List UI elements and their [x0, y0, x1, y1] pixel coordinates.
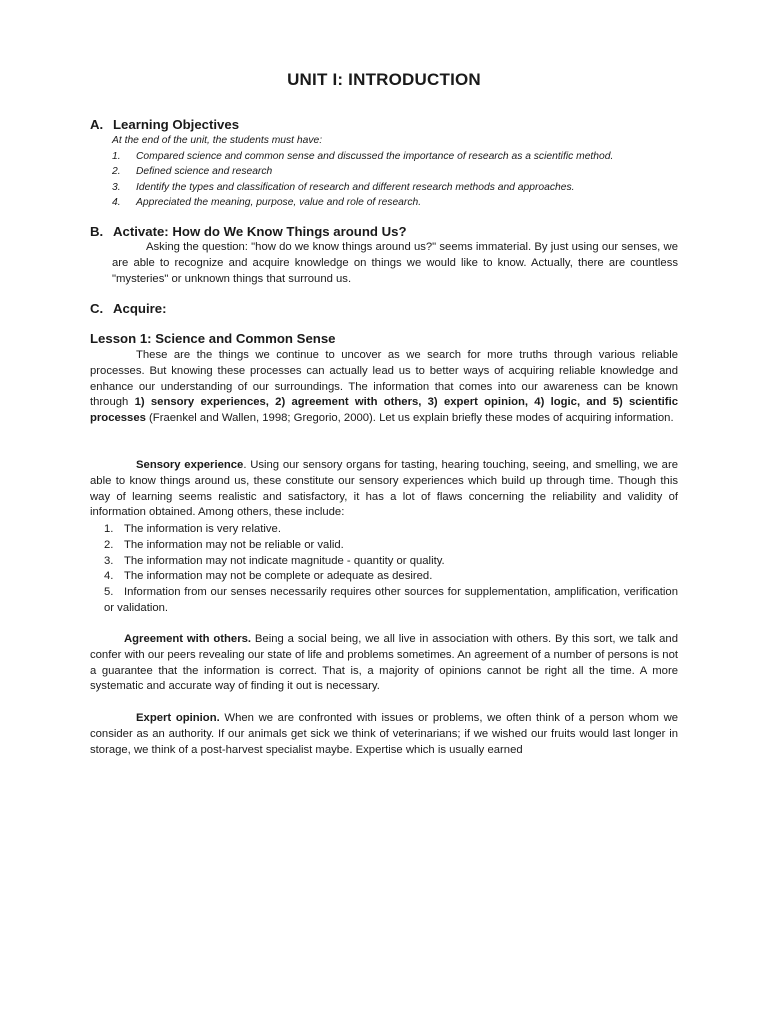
- list-item: 4. The information may not be complete or adequate as desired.: [104, 570, 433, 583]
- expert-opinion-paragraph: Expert opinion. When we are confronted with issues or problems, we often think of a person whom we consider as an authority. If our animals get sick we think of veterinarians; if we wished our fruits would last longer in storage, we think of a post-harvest specialist maybe. Expertise which is usually earned: [90, 712, 679, 756]
- page-title: UNIT I: INTRODUCTION: [287, 70, 481, 89]
- objective-item: 4. Appreciated the meaning, purpose, value and role of research.: [112, 197, 422, 208]
- lesson-1-heading: Lesson 1: Science and Common Sense: [90, 331, 336, 346]
- section-b-body: Asking the question: "how do we know things around us?" seems immaterial. By just using our senses, we are able to recognize and acquire knowledge on things we would like to know. Actually, there are countless "mysteries" or unknown things that surround us.: [112, 241, 678, 285]
- section-b-letter: B.: [90, 224, 104, 239]
- section-c-title: Acquire:: [113, 301, 167, 316]
- learning-objectives: [112, 133, 678, 211]
- list-item: 3. The information may not indicate magnitude - quantity or quality.: [104, 554, 445, 567]
- list-item: 2. The information may not be reliable or valid.: [104, 538, 344, 551]
- agreement-with-others-term: Agreement with others.: [124, 633, 252, 645]
- agreement-with-others-paragraph: Agreement with others. Being a social being, we all live in association with others. By this sort, we talk and confer with our peers revealing our state of life and problems sometimes. An agreement of a number of persons is not a guarantee that the information is correct. That is, a majority of opinions cannot be right all the time. A more systematic and accurate way of finding it out is necessary.: [90, 633, 678, 693]
- section-a-heading: [90, 117, 239, 132]
- section-a-letter: A.: [90, 117, 104, 132]
- objective-item: 3. Identify the types and classification of research and different research methods and approaches.: [112, 181, 575, 193]
- objective-item: 2. Defined science and research: [112, 166, 273, 177]
- section-c-heading: [90, 301, 167, 316]
- lesson-1-intro-paragraph: These are the things we continue to uncover as we search for more truths through various reliable processes. But knowing these processes can actually lead us to better ways of acquiring reliable knowledge and enhance our understanding of our surroundings. The information that comes into our awareness can be known through 1) sensory experiences, 2) agreement with others, 3) expert opinion, 4) logic, and 5) scientific processes (Fraenkel and Wallen, 1998; Gregorio, 2000). Let us explain briefly these modes of acquiring information.: [90, 349, 678, 425]
- section-b-heading: [90, 224, 407, 239]
- section-a-title: Learning Objectives: [113, 117, 240, 132]
- list-item: 1. The information is very relative.: [104, 523, 281, 535]
- objectives-intro: At the end of the unit, the students must have:: [112, 135, 323, 146]
- section-c-letter: C.: [90, 301, 104, 316]
- list-item: 5. Information from our senses necessarily requires other sources for supplementation, amplification, verification or validation.: [104, 586, 678, 614]
- modes-list-bold: 1) sensory experiences, 2) agreement with others, 3) expert opinion, 4) logic, and 5) scientific processes: [90, 396, 678, 425]
- document-page: [90, 0, 678, 1024]
- expert-opinion-term: Expert opinion.: [136, 712, 220, 724]
- objective-item: 1. Compared science and common sense and discussed the importance of research as a scientific method.: [112, 150, 614, 162]
- sensory-experience-term: Sensory experience: [136, 459, 244, 471]
- section-b-title: Activate: How do We Know Things around Us?: [113, 224, 407, 239]
- sensory-flaws-list: [104, 522, 678, 617]
- sensory-experience-paragraph: Sensory experience. Using our sensory organs for tasting, hearing touching, seeing, and smelling, we are able to know things around us, these constitute our sensory experiences which build up through time. Though this way of learning seems realistic and satisfactory, it has a lot of flaws concerning the reliability and validity of information obtained. Among others, these include:: [90, 459, 678, 519]
